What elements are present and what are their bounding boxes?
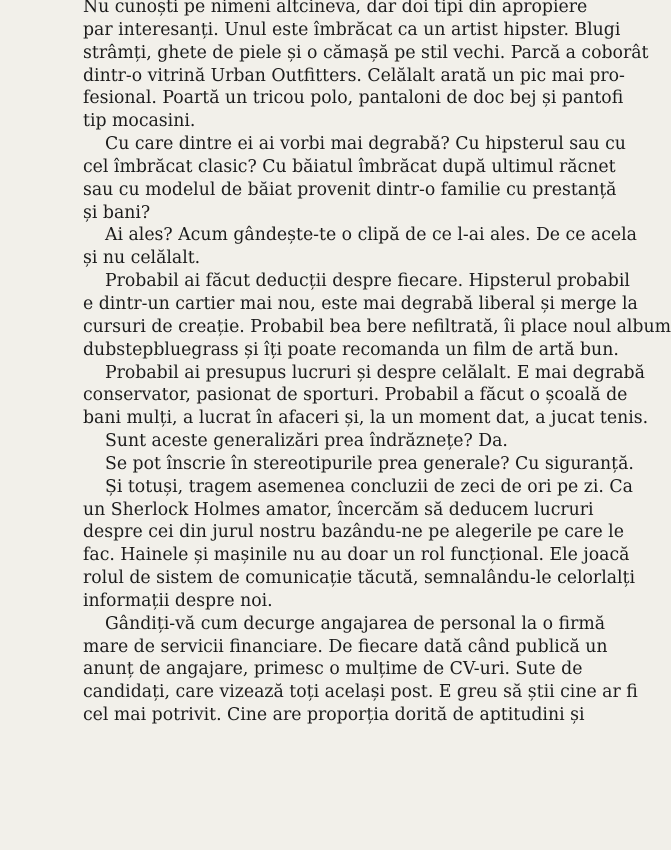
text-line: un Sherlock Holmes amator, încercăm să deducem lucruri (83, 499, 594, 520)
text-line: anunț de angajare, primesc o mulțime de CV-uri. Sute de (83, 659, 583, 680)
text-line: bani mulți, a lucrat în afaceri și, la un moment dat, a jucat tenis. (83, 408, 649, 429)
text-line: par interesanți. Unul este îmbrăcat ca un artist hipster. Blugi (83, 19, 621, 40)
paragraph-stereotypes (83, 453, 634, 476)
text-line: cel mai potrivit. Cine are proporția dorită de aptitudini și (83, 705, 585, 726)
paragraph-intro (83, 0, 649, 133)
paragraph-classic (83, 362, 649, 431)
text-line: Sunt aceste generalizări prea îndrăznețe? Da. (105, 431, 508, 452)
text-line: sau cu modelul de băiat provenit dintr-o familie cu prestanță (83, 179, 617, 200)
paragraph-sherlock (83, 476, 636, 613)
text-line: conservator, pasionat de sporturi. Probabil a făcut o școală de (83, 385, 628, 406)
paragraph-hiring (83, 613, 638, 727)
text-line: Și totuși, tragem asemenea concluzii de zeci de ori pe zi. Ca (105, 476, 633, 497)
paragraph-question (83, 133, 626, 224)
text-line: și bani? (83, 202, 151, 223)
text-line: dubstepbluegrass și îți poate recomanda un film de artă bun. (83, 339, 619, 360)
text-line: fac. Hainele și mașinile nu au doar un rol funcțional. Ele joacă (83, 545, 630, 566)
text-line: Cu care dintre ei ai vorbi mai degrabă? Cu hipsterul sau cu (105, 134, 626, 155)
text-line: Ai ales? Acum gândește-te o clipă de ce l-ai ales. De ce acela (105, 225, 637, 246)
text-line: Probabil ai presupus lucruri și despre celălalt. E mai degrabă (105, 362, 645, 383)
text-line: Nu cunoști pe nimeni altcineva, dar doi tipi din apropiere (83, 0, 588, 17)
paragraph-choice (83, 224, 637, 270)
text-line: și nu celălalt. (83, 248, 201, 269)
text-line: rolul de sistem de comunicație tăcută, semnalându-le celorlalți (83, 568, 636, 589)
paragraph-hipster (83, 270, 671, 361)
text-line: mare de servicii financiare. De fiecare dată când publică un (83, 636, 608, 657)
text-line: tip mocasini. (83, 111, 196, 132)
text-line: Gândiți-vă cum decurge angajarea de personal la o firmă (105, 613, 606, 634)
text-line: fesional. Poartă un tricou polo, pantaloni de doc bej și pantofi (83, 88, 624, 109)
body-text (83, 0, 671, 727)
text-line: cursuri de creație. Probabil bea bere nefiltrată, îi place noul album (83, 316, 671, 337)
text-line: Se pot înscrie în stereotipurile prea generale? Cu siguranță. (105, 453, 634, 474)
text-line: strâmți, ghete de piele și o cămașă pe stil vechi. Parcă a coborât (83, 42, 649, 63)
text-line: cel îmbrăcat clasic? Cu băiatul îmbrăcat după ultimul răcnet (83, 156, 616, 177)
text-line: e dintr-un cartier mai nou, este mai degrabă liberal și merge la (83, 293, 638, 314)
paragraph-bold (83, 430, 556, 453)
text-line: dintr-o vitrină Urban Outfitters. Celălalt arată un pic mai pro- (83, 65, 625, 86)
text-line: Probabil ai făcut deducții despre fiecare. Hipsterul probabil (105, 271, 630, 292)
text-line: despre cei din jurul nostru bazându-ne pe alegerile pe care le (83, 522, 624, 543)
text-line: informații despre noi. (83, 590, 273, 611)
text-line: candidați, care vizează toți același post. E greu să știi cine ar fi (83, 682, 638, 703)
